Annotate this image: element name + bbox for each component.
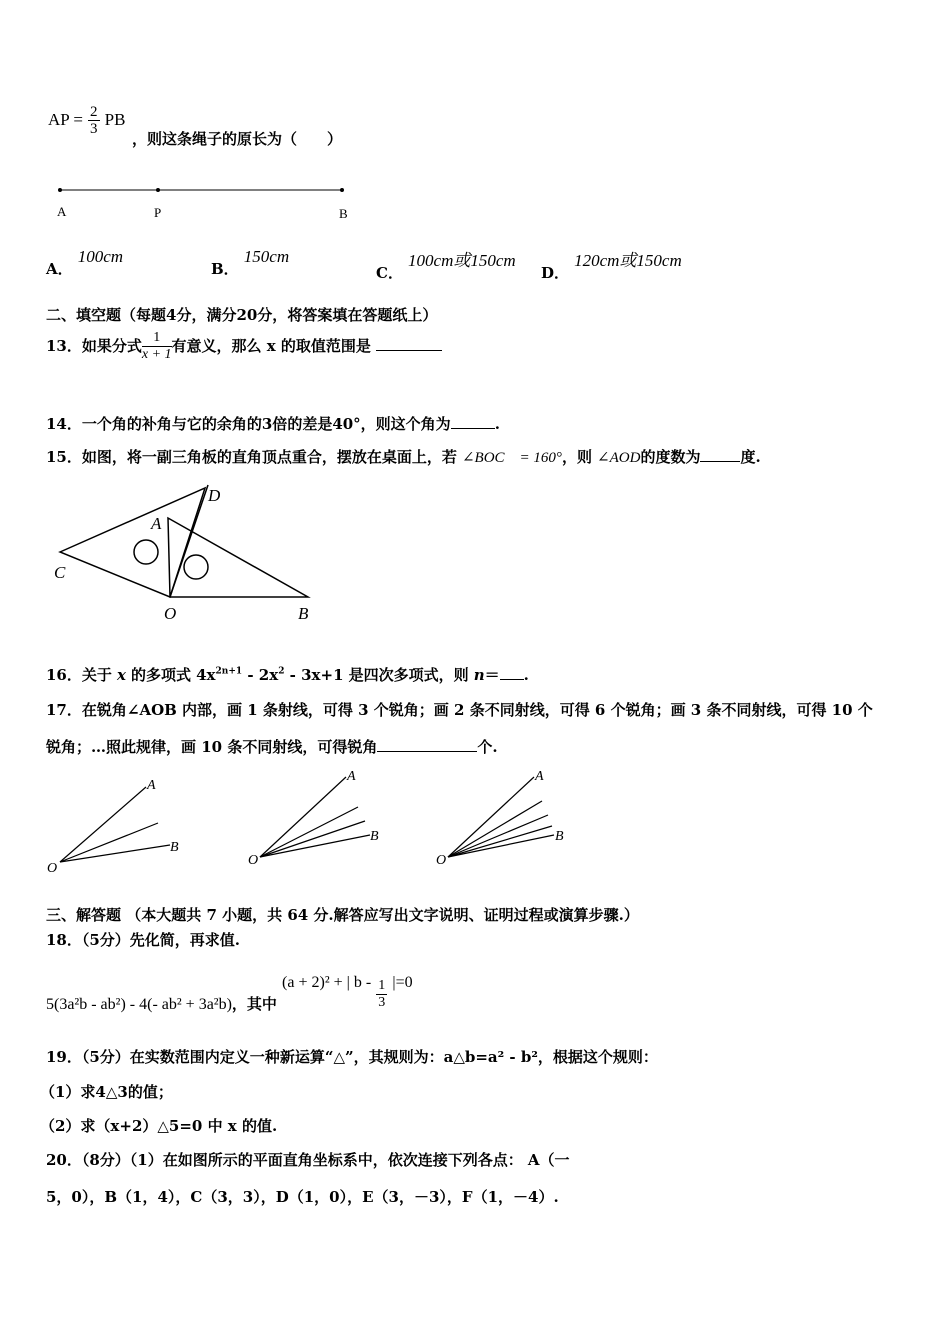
point-b bbox=[340, 188, 344, 192]
q15-angle: ∠AOD bbox=[597, 450, 641, 466]
q12-fraction bbox=[88, 104, 100, 137]
label-a: A bbox=[151, 514, 162, 533]
q17-end: 个. bbox=[477, 738, 498, 756]
q17-line2-text: 锐角；…照此规律，画 10 条不同射线，可得锐角 bbox=[46, 738, 378, 756]
q15 bbox=[46, 446, 761, 467]
q19-title: 19．（5分）在实数范围内定义一种新运算“△”，其规则为：a△b=a² - b²，根据这个规则： bbox=[46, 1048, 658, 1066]
q12-option-d-value: 120cm或150cm bbox=[574, 251, 682, 270]
q16-end: . bbox=[523, 666, 529, 684]
q16-exp2: 2 bbox=[278, 666, 285, 677]
q18-expr: 5(3a²b - ab²) - 4(- ab² + 3a²b) bbox=[46, 996, 232, 1013]
q12-option-d[interactable] bbox=[541, 246, 682, 282]
q16-n: n bbox=[473, 666, 485, 684]
label-c: C bbox=[54, 563, 66, 582]
q18-cond-left: (a + 2)² + | b - bbox=[282, 974, 372, 991]
q12-formula bbox=[48, 104, 125, 137]
label-o-2: O bbox=[248, 853, 259, 868]
q18-expression bbox=[46, 966, 413, 1013]
q14-end: . bbox=[494, 415, 500, 433]
q12-segment-figure bbox=[40, 180, 370, 230]
ray-ob-3 bbox=[448, 835, 554, 857]
rays-figure-3 bbox=[436, 769, 564, 868]
q16-exp1: 2n+1 bbox=[215, 666, 243, 677]
q12-option-a-label: A． bbox=[46, 260, 73, 278]
q18-title: 18．（5分）先化简，再求值. bbox=[46, 931, 241, 949]
q16-answer-blank[interactable] bbox=[500, 665, 524, 680]
q12-frac-num: 2 bbox=[90, 104, 98, 120]
label-b-3: B bbox=[555, 829, 564, 844]
q16-p6: ＝ bbox=[484, 666, 500, 684]
q14 bbox=[46, 413, 500, 434]
label-a: A bbox=[57, 204, 67, 219]
q18-cond-right: |=0 bbox=[392, 974, 413, 991]
label-b: B bbox=[339, 206, 348, 221]
q12-option-d-label: D． bbox=[541, 264, 570, 282]
label-b-2: B bbox=[370, 829, 379, 844]
label-a-3: A bbox=[535, 769, 544, 784]
q16-p4: - 3x+1 bbox=[284, 666, 344, 684]
ray-mid-2a bbox=[260, 807, 358, 857]
q12-option-c-label: C． bbox=[376, 264, 403, 282]
q18-where: ，其中 bbox=[231, 995, 277, 1013]
q12-frac-den: 3 bbox=[90, 121, 98, 137]
ray-mid-3b bbox=[448, 815, 548, 857]
q12-option-b-label: B． bbox=[211, 260, 239, 278]
q13-frac-den: x + 1 bbox=[141, 347, 172, 362]
q13-suffix: 有意义，那么 x 的取值范围是 bbox=[171, 337, 371, 355]
label-o-3: O bbox=[436, 853, 447, 868]
q12-option-c[interactable] bbox=[376, 246, 516, 282]
rays-figure-2 bbox=[248, 769, 379, 868]
q19-sub2: （2）求（x+2）△5=0 中 x 的值. bbox=[40, 1117, 278, 1135]
ray-mid-1 bbox=[60, 823, 158, 862]
label-o: O bbox=[164, 604, 177, 623]
q12-text: ，则这条绳子的原长为（ ） bbox=[132, 130, 343, 148]
q15-answer-blank[interactable] bbox=[700, 447, 740, 462]
q18-cond-den: 3 bbox=[378, 995, 386, 1010]
line-od bbox=[170, 485, 208, 597]
q16 bbox=[46, 664, 529, 685]
point-p bbox=[156, 188, 160, 192]
q16-p3: - 2x bbox=[242, 666, 279, 684]
label-b-1: B bbox=[170, 840, 179, 855]
q12-option-b[interactable] bbox=[211, 246, 290, 278]
q15-triangle-figure bbox=[40, 480, 340, 630]
q16-var: x bbox=[116, 666, 126, 684]
q17-rays-figure bbox=[40, 765, 600, 880]
hole-right bbox=[184, 555, 208, 579]
q13-frac-num: 1 bbox=[142, 330, 172, 347]
ray-oa-2 bbox=[260, 777, 346, 857]
q17-line2 bbox=[46, 736, 498, 757]
section2-title: 二、填空题（每题4分，满分20分，将答案填在答题纸上） bbox=[46, 306, 438, 324]
q12-option-a-value: 100cm bbox=[77, 247, 124, 266]
q13 bbox=[46, 330, 442, 363]
q14-text: 14．一个角的补角与它的余角的3倍的差是40°，则这个角为 bbox=[46, 415, 451, 433]
ray-oa-3 bbox=[448, 777, 534, 857]
q15-prefix: 15．如图，将一副三角板的直角顶点重合，摆放在桌面上，若 bbox=[46, 448, 457, 466]
q18-cond-fraction bbox=[376, 978, 387, 1011]
q20-line2: 5，0），B（1，4），C（3，3），D（1，0），E（3，－3），F（1，－4）. bbox=[46, 1188, 559, 1206]
q13-fraction bbox=[142, 330, 172, 363]
hole-left bbox=[134, 540, 158, 564]
q20-line1 bbox=[46, 1149, 570, 1170]
q16-poly: 4x bbox=[196, 666, 216, 684]
label-a-2: A bbox=[347, 769, 356, 784]
q15-end: 度. bbox=[740, 448, 761, 466]
q15-suffix: 的度数为 bbox=[640, 448, 701, 466]
rays-figure-1 bbox=[47, 778, 179, 876]
q12-formula-left: AP = bbox=[48, 110, 83, 129]
q19-sub1: （1）求4△3的值； bbox=[40, 1083, 173, 1101]
q16-p2: 的多项式 bbox=[131, 666, 192, 684]
q20-a-start: A（一 bbox=[527, 1151, 570, 1169]
q12-option-b-value: 150cm bbox=[243, 247, 290, 266]
label-a-1: A bbox=[147, 778, 156, 793]
triangle-cod bbox=[60, 488, 205, 597]
q20-line1-text: 20．（8分）（1）在如图所示的平面直角坐标系中，依次连接下列各点： bbox=[46, 1151, 523, 1169]
q12-formula-right: PB bbox=[104, 110, 126, 129]
ray-mid-3a bbox=[448, 801, 542, 857]
q14-answer-blank[interactable] bbox=[451, 414, 495, 429]
q15-mid: ，则 bbox=[561, 448, 592, 466]
q18-cond-num: 1 bbox=[378, 978, 386, 993]
label-o-1: O bbox=[47, 861, 58, 876]
q16-p1: 16．关于 bbox=[46, 666, 112, 684]
label-d: D bbox=[208, 486, 221, 505]
section3-title: 三、解答题 （本大题共 7 小题，共 64 分.解答应写出文字说明、证明过程或演算步骤.） bbox=[46, 906, 639, 924]
q12-option-a[interactable] bbox=[46, 246, 124, 278]
q17-answer-blank[interactable] bbox=[377, 737, 477, 752]
q17-line1: 17．在锐角∠AOB 内部，画 1 条射线，可得 3 个锐角；画 2 条不同射线，可得 6 个锐角；画 3 条不同射线，可得 10 个 bbox=[46, 701, 873, 719]
q12-option-c-value: 100cm或150cm bbox=[408, 251, 516, 270]
q13-answer-blank[interactable] bbox=[376, 336, 442, 351]
ray-mid-3c bbox=[448, 826, 552, 857]
point-a bbox=[58, 188, 62, 192]
q13-prefix: 13．如果分式 bbox=[46, 337, 142, 355]
q15-condition: ∠BOC = 160° bbox=[461, 450, 562, 466]
label-b: B bbox=[298, 604, 309, 623]
q16-p5: 是四次多项式，则 bbox=[348, 666, 469, 684]
label-p: P bbox=[154, 205, 162, 220]
